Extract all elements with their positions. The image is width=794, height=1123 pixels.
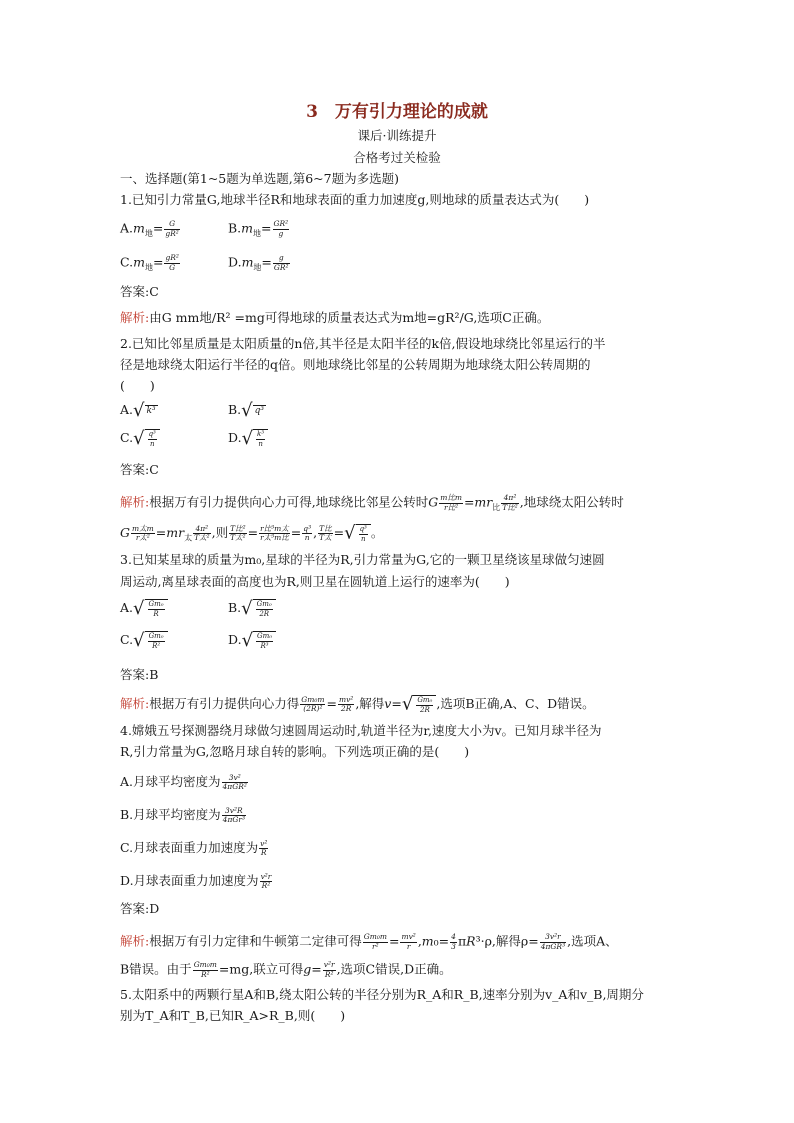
q5-stem-line2: 别为T_A和T_B,已知R_A>R_B,则( ) [120,1008,346,1023]
q3-stem-line2: 周运动,离星球表面的高度也为R,则卫星在圆轨道上运行的速率为( ) [120,574,510,589]
q4-stem-line2: R,引力常量为G,忽略月球自转的影响。下列选项正确的是( ) [120,744,470,759]
analysis-label: 解析: [120,696,150,711]
q4-option-a-text: A.月球平均密度为 [120,774,221,789]
q4-option-d-text: D.月球表面重力加速度为 [120,873,259,888]
q5-stem-line1: 5.太阳系中的两颗行星A和B,绕太阳公转的半径分别为R_A和R_B,速率分别为v_A和v_B,周期分 [120,987,644,1002]
subtitle-practice: 课后·训练提升 [357,128,437,143]
q3-analysis-text-b: ,解得 [355,696,385,711]
q2-option-a: A.√ k³ [120,400,156,421]
q3-option-a: A.√ $\frac{\text{Gm₀}}{R}$ [120,598,168,619]
q4-analysis-text2c: ,选项C错误,D正确。 [336,961,452,977]
q2-answer: 答案:C [120,462,159,477]
analysis-label: 解析: [120,494,150,510]
q4-analysis-text1: 根据万有引力定律和牛顿第二定律可得 [149,933,362,949]
q1-option-d: $D.m_地=$ $\frac{g}{\text{GR²}}$ [228,253,289,272]
q1-analysis [120,310,549,326]
q3-analysis-text: 根据万有引力提供向心力得 [149,696,300,711]
q3-option-b: B.√ $\frac{\text{Gm₀}}{2R}$ [228,598,276,619]
q1-analysis-text: 由G mm地/R² =mg可得地球的质量表达式为m地=gR²/G,选项C正确。 [149,310,550,325]
q4-analysis-line2: B错误。由于 $\frac{\text{Gm₀m}}{\text{R²}}$ =mg,联立可得g= $\frac{\text{v²r}}{\text{R²}}$ ,选项C错误,D正确。 [120,960,452,979]
q3-stem-line1: 3.已知某星球的质量为m₀,星球的半径为R,引力常量为G,它的一颗卫星绕该星球做匀速圆 [120,552,605,567]
q2-stem-line1: 2.已知比邻星质量是太阳质量的n倍,其半径是太阳半径的k倍,假设地球绕比邻星运行的半 [120,336,606,351]
q4-option-b-text: B.月球平均密度为 [120,807,221,822]
q2-analysis-text1b: ,地球绕太阳公转时 [519,494,624,510]
q4-answer: 答案:D [120,901,160,916]
q3-analysis-text-c: ,选项B正确,A、C、D错误。 [436,696,595,711]
q2-analysis-text2: 则 [215,525,229,540]
analysis-label: 解析: [120,310,150,325]
section-heading: 一、选择题(第1~5题为单选题,第6~7题为多选题) [120,171,399,186]
q4-analysis-text1b: ,解得 [491,933,521,949]
q4-option-c: C.月球表面重力加速度为 $\frac{\text{v²}}{R}$ [120,838,268,857]
q4-option-b: B.月球平均密度为 $\frac{\text{3v²R}}{\text{4πGr³}}$ [120,805,245,824]
q1-stem: 1.已知引力常量G,地球半径R和地球表面的重力加速度g,则地球的质量表达式为( ) [120,192,590,207]
q1-option-a: $A.m_地=$ $\frac{G}{\text{gR²}}$ [120,219,179,238]
q4-option-a: A.月球平均密度为 $\frac{\text{3v²}}{\text{4πGR²}}$ [120,772,247,791]
q3-analysis: 解析:根据万有引力提供向心力得 $\frac{\text{Gm₀m}}{\text{(2R)²}}$ = $\frac{\text{mv²}}{2R}$ ,解得v=√ $\frac{\text{Gm₀}}{2R}$ ,选项B正确,A、C、D错误。 [120,693,595,715]
q3-option-d: D.√ $\frac{\text{Gm₀}}{\text{R³}}$ [228,630,276,651]
q1-option-b: $B.m_地=$ $\frac{\text{GR²}}{g}$ [228,219,289,238]
q3-option-c: C.√ $\frac{\text{Gm₀}}{\text{R²}}$ [120,630,168,651]
subtitle-level: 合格考过关检验 [353,150,441,165]
q4-analysis-line1: 解析:根据万有引力定律和牛顿第二定律可得 $\frac{\text{Gm₀m}}{\text{r²}}$ = $\frac{\text{mv²}}{r}$ ,m₀= $\frac{4}{3}$ πR³·ρ,解得ρ= $\frac{\text{3v²r}}{\text{4πGR³}}$ ,选项A、 [120,932,618,951]
q2-option-b: B.√ q³ [228,400,265,421]
q2-stem-line2: 径是地球绕太阳运行半径的q倍。则地球绕比邻星的公转周期为地球绕太阳公转周期的 [120,357,591,372]
q2-analysis-text1: 根据万有引力提供向心力可得,地球绕比邻星公转时 [149,494,429,510]
q4-stem-line1: 4.嫦娥五号探测器绕月球做匀速圆周运动时,轨道半径为r,速度大小为v。已知月球半径为 [120,723,602,738]
q1-answer: 答案:C [120,284,159,299]
q4-analysis-text2: B错误。由于 [120,961,192,977]
q1-option-c: $C.m_地=$ $\frac{\text{gR²}}{G}$ [120,253,179,272]
page-title: 3 万有引力理论的成就 [306,102,488,122]
q4-analysis-text2b: =mg,联立可得 [218,961,304,977]
q4-option-d: D.月球表面重力加速度为 $\frac{\text{v²r}}{\text{R²}}$ [120,871,272,890]
q2-option-d: D.√ $\frac{\text{k³}}{n}$ [228,428,268,449]
q2-analysis-line1: 解析:根据万有引力提供向心力可得,地球绕比邻星公转时G $\frac{\text{m比m}}{\text{r比²}}$ $=mr_比$ $\frac{\text{4π²}}{\text{T比²}}$ ,地球绕太阳公转时 [120,493,624,512]
q3-answer: 答案:B [120,667,159,682]
q2-option-c: C.√ $\frac{\text{q³}}{n}$ [120,428,160,449]
analysis-label: 解析: [120,933,150,949]
q2-analysis-line2: G $\frac{\text{m太m}}{\text{r太²}}$ $=mr_太$ $\frac{\text{4π²}}{\text{T太²}}$ ,则 $\frac{\text{T比²}}{\text{T太²}}$ = $\frac{\text{r比³m太}}{\text{r太³m比}}$ = $\frac{\text{q³}}{n}$ , $\frac{\text{T比}}{\text{T太}}$ =√ $\frac{\text{q³}}{n}$ 。 [120,522,384,544]
q4-analysis-text1c: ,选项A、 [567,933,618,949]
q2-stem-line3: ( ) [120,378,155,393]
q4-option-c-text: C.月球表面重力加速度为 [120,840,259,855]
